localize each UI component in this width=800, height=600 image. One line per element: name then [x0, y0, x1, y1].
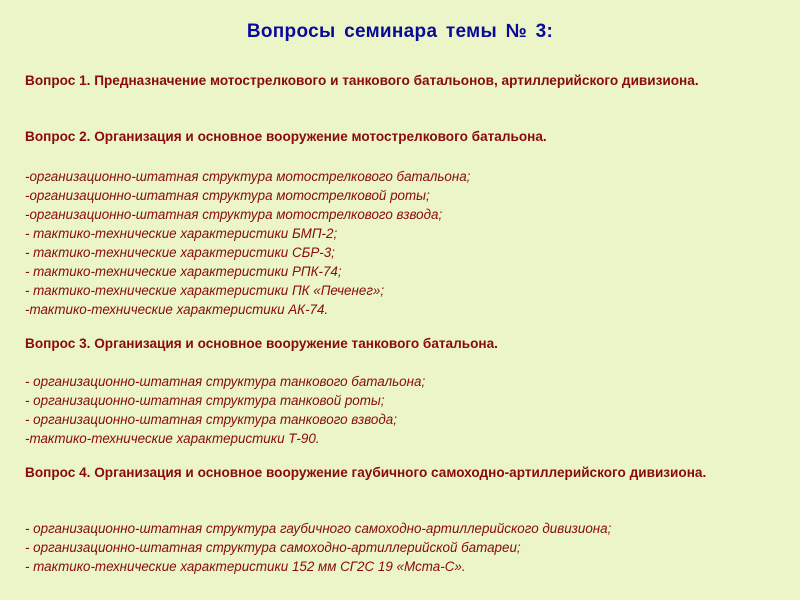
list-item: - тактико-технические характеристики БМП-2;: [25, 226, 338, 241]
list-item: - тактико-технические характеристики РПК-74;: [25, 264, 342, 279]
list-item: -организационно-штатная структура мотострелковой роты;: [25, 188, 430, 203]
question-2-heading: Вопрос 2. Организация и основное вооружение мотострелкового батальона.: [25, 129, 547, 144]
question-4-heading: Вопрос 4. Организация и основное вооружение гаубичного самоходно-артиллерийского дивизиона.: [25, 465, 707, 480]
list-item: - организационно-штатная структура гаубичного самоходно-артиллерийского дивизиона;: [25, 521, 612, 536]
list-item: -организационно-штатная структура мотострелкового батальона;: [25, 169, 471, 184]
list-item: - тактико-технические характеристики 152 мм СГ2С 19 «Мста-С».: [25, 559, 466, 574]
list-item: - организационно-штатная структура танкового батальона;: [25, 374, 426, 389]
list-item: - организационно-штатная структура самоходно-артиллерийской батареи;: [25, 540, 521, 555]
list-item: -тактико-технические характеристики АК-74.: [25, 302, 329, 317]
question-3-heading: Вопрос 3. Организация и основное вооружение танкового батальона.: [25, 336, 498, 351]
list-item: - организационно-штатная структура танковой роты;: [25, 393, 385, 408]
list-item: - тактико-технические характеристики ПК «Печенег»;: [25, 283, 385, 298]
list-item: -тактико-технические характеристики Т-90.: [25, 431, 320, 446]
question-4-list: [25, 519, 785, 576]
list-item: - организационно-штатная структура танкового взвода;: [25, 412, 397, 427]
slide-title: Вопросы семинара темы № 3:: [246, 21, 554, 42]
question-2-list: [25, 167, 785, 319]
list-item: -организационно-штатная структура мотострелкового взвода;: [25, 207, 443, 222]
question-1-heading: Вопрос 1. Предназначение мотострелкового и танкового батальонов, артиллерийского дивизиона.: [25, 73, 699, 88]
question-3-list: [25, 372, 785, 448]
list-item: - тактико-технические характеристики СБР-3;: [25, 245, 335, 260]
